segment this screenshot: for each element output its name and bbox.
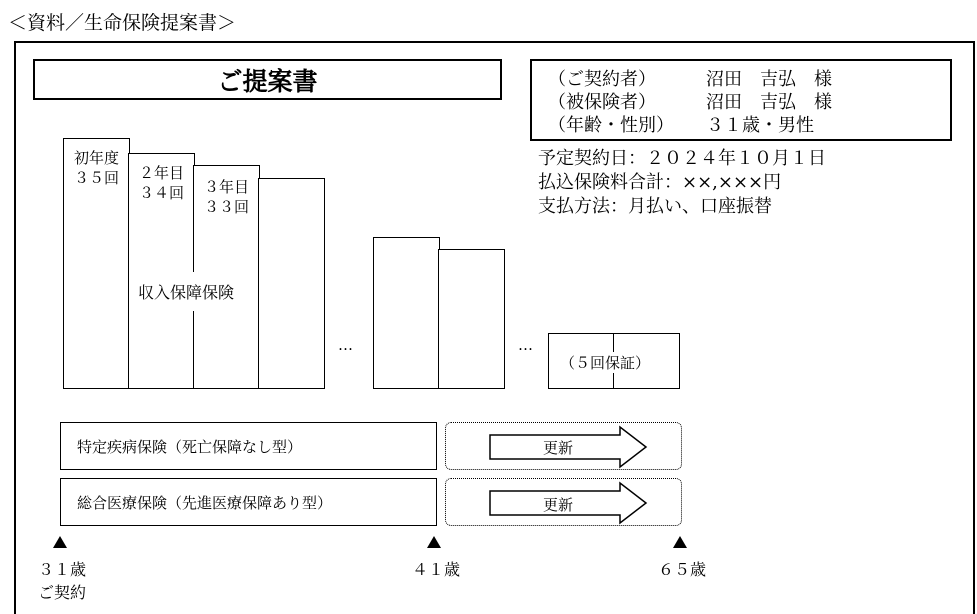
income-bar-late1 bbox=[373, 237, 440, 389]
policyholder-label: （ご契約者） bbox=[548, 69, 656, 90]
age-65-marker-icon bbox=[673, 536, 687, 548]
rider-critical-illness-label: 特定疾病保険（死亡保障なし型） bbox=[77, 437, 303, 456]
income-bar-late2 bbox=[438, 249, 505, 389]
policyholder-name: 沼田 吉弘 様 bbox=[706, 69, 832, 90]
year1-count: ３５回 bbox=[73, 169, 119, 187]
year3-count: ３３回 bbox=[203, 198, 249, 216]
planned-contract-date: 予定契約日：２０２４年１０月１日 bbox=[538, 148, 826, 169]
guarantee-label: （５回保証） bbox=[556, 352, 654, 373]
rider-medical bbox=[60, 478, 437, 526]
renewal-label-1: 更新 bbox=[543, 439, 574, 457]
ellipsis-1: … bbox=[338, 336, 353, 354]
age-gender-value: ３１歳・男性 bbox=[706, 115, 814, 136]
insured-name: 沼田 吉弘 様 bbox=[706, 92, 832, 113]
payment-method: 支払方法：月払い、口座振替 bbox=[538, 196, 772, 217]
year2-count: ３４回 bbox=[138, 184, 184, 202]
year3-label: ３年目 bbox=[203, 178, 249, 196]
document-caption: ＜資料／生命保険提案書＞ bbox=[8, 12, 237, 34]
age-41-label: ４１歳 bbox=[412, 560, 461, 579]
year1-label: 初年度 bbox=[73, 149, 119, 167]
renewal-label-2: 更新 bbox=[543, 496, 574, 514]
age-31-marker-icon bbox=[53, 536, 67, 548]
insured-label: （被保険者） bbox=[548, 92, 656, 113]
age-41-marker-icon bbox=[427, 536, 441, 548]
ellipsis-2: … bbox=[518, 336, 533, 354]
age-65-label: ６５歳 bbox=[658, 560, 707, 579]
age-gender-label: （年齢・性別） bbox=[548, 115, 674, 136]
year2-label: ２年目 bbox=[138, 164, 184, 182]
total-premium: 払込保険料合計：××,×××円 bbox=[538, 172, 782, 193]
income-insurance-label: 収入保障保険 bbox=[132, 272, 240, 311]
proposal-title: ご提案書 bbox=[33, 59, 502, 100]
age-31-label: ３１歳 bbox=[38, 560, 87, 579]
rider-critical-illness bbox=[60, 422, 437, 470]
rider-medical-label: 総合医療保険（先進医療保障あり型） bbox=[77, 493, 333, 512]
income-bar-year4 bbox=[258, 178, 325, 389]
contract-label: ご契約 bbox=[38, 583, 87, 602]
policyholder-info-box bbox=[530, 59, 952, 141]
